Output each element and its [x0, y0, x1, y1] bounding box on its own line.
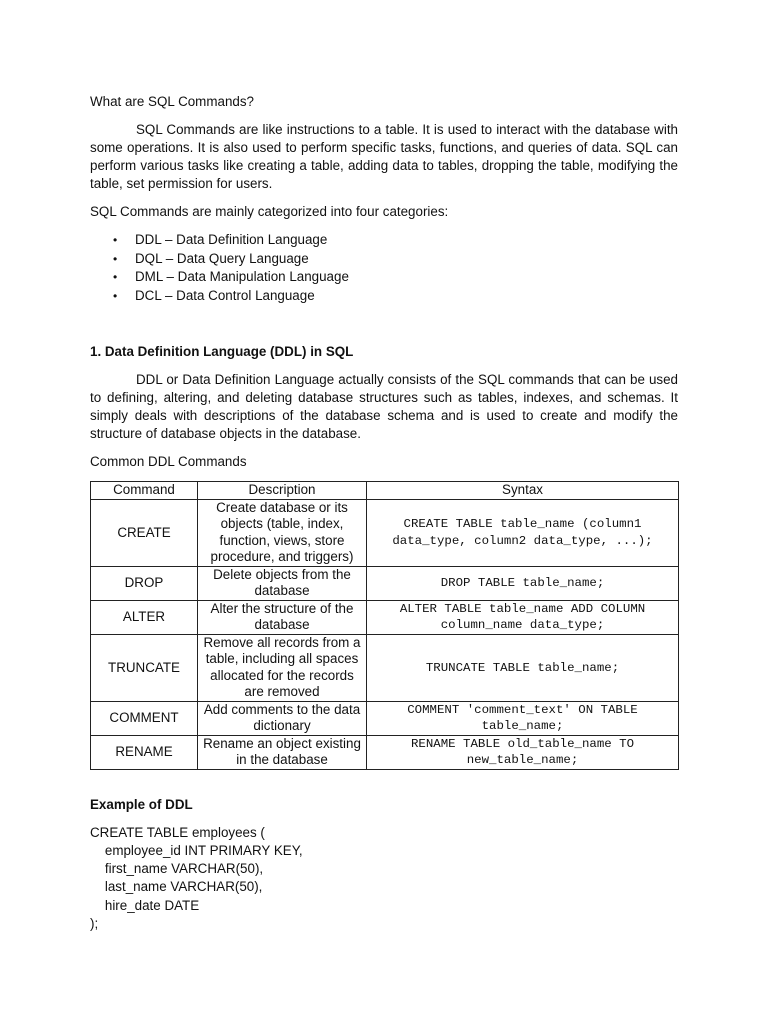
- ddl-paragraph: DDL or Data Definition Language actually consists of the SQL commands that can be used to defining, altering, and deleting database structures such as tables, indexes, and schemas. It simply deals with descriptions of the database schema and is used to create and modify the structure of database objects in the database.: [90, 372, 678, 442]
- example-heading: Example of DDL: [90, 796, 193, 812]
- cell-description: Delete objects from the database: [198, 566, 367, 600]
- cell-description: Add comments to the data dictionary: [198, 701, 367, 735]
- category-label: DML – Data Manipulation Language: [135, 269, 349, 285]
- category-label: DCL – Data Control Language: [135, 287, 315, 303]
- ddl-commands-table: [90, 481, 679, 770]
- categories-list: [90, 231, 678, 305]
- cell-syntax: TRUNCATE TABLE table_name;: [367, 634, 679, 701]
- cell-command: CREATE: [91, 499, 198, 566]
- cell-syntax: RENAME TABLE old_table_name TO new_table_name;: [367, 735, 679, 769]
- table-row: [91, 600, 679, 634]
- cell-syntax: ALTER TABLE table_name ADD COLUMN column_name data_type;: [367, 600, 679, 634]
- cell-description: Alter the structure of the database: [198, 600, 367, 634]
- table-row: [91, 566, 679, 600]
- header-syntax: Syntax: [367, 482, 679, 500]
- table-header-row: [91, 482, 679, 500]
- cell-syntax: DROP TABLE table_name;: [367, 566, 679, 600]
- table-row: [91, 701, 679, 735]
- list-item: [90, 287, 678, 306]
- list-item: [90, 268, 678, 287]
- table-row: [91, 735, 679, 769]
- table-caption: Common DDL Commands: [90, 454, 247, 470]
- header-command: Command: [91, 482, 198, 500]
- table-row: [91, 634, 679, 701]
- example-code: CREATE TABLE employees ( employee_id INT PRIMARY KEY, first_name VARCHAR(50), last_name VARCHAR(50), hire_date DATE );: [90, 824, 303, 931]
- document-page: [90, 93, 678, 933]
- bullet-icon: •: [113, 233, 118, 247]
- list-item: [90, 231, 678, 250]
- categories-intro: SQL Commands are mainly categorized into four categories:: [90, 204, 449, 219]
- cell-description: Remove all records from a table, including all spaces allocated for the records are removed: [198, 634, 367, 701]
- category-label: DQL – Data Query Language: [135, 250, 309, 266]
- cell-command: TRUNCATE: [91, 634, 198, 701]
- bullet-icon: •: [113, 288, 118, 303]
- intro-question: What are SQL Commands?: [90, 94, 254, 109]
- cell-command: COMMENT: [91, 701, 198, 735]
- list-item: [90, 250, 678, 269]
- ddl-heading: 1. Data Definition Language (DDL) in SQL: [90, 344, 354, 360]
- category-label: DDL – Data Definition Language: [135, 232, 328, 247]
- cell-command: ALTER: [91, 600, 198, 634]
- header-description: Description: [198, 482, 367, 500]
- cell-syntax: COMMENT 'comment_text' ON TABLE table_name;: [367, 701, 679, 735]
- intro-paragraph: SQL Commands are like instructions to a table. It is used to interact with the database with some operations. It is also used to perform specific tasks, functions, and queries of data. SQL can perform various tasks like creating a table, adding data to tables, dropping the table, modifying the table, set permission for users.: [90, 122, 678, 191]
- cell-syntax: CREATE TABLE table_name (column1 data_type, column2 data_type, ...);: [367, 499, 679, 566]
- bullet-icon: •: [113, 270, 118, 285]
- cell-command: RENAME: [91, 735, 198, 769]
- cell-command: DROP: [91, 566, 198, 600]
- bullet-icon: •: [113, 251, 118, 266]
- cell-description: Rename an object existing in the database: [198, 735, 367, 769]
- cell-description: Create database or its objects (table, index, function, views, store procedure, and triggers): [198, 499, 367, 566]
- table-row: [91, 499, 679, 566]
